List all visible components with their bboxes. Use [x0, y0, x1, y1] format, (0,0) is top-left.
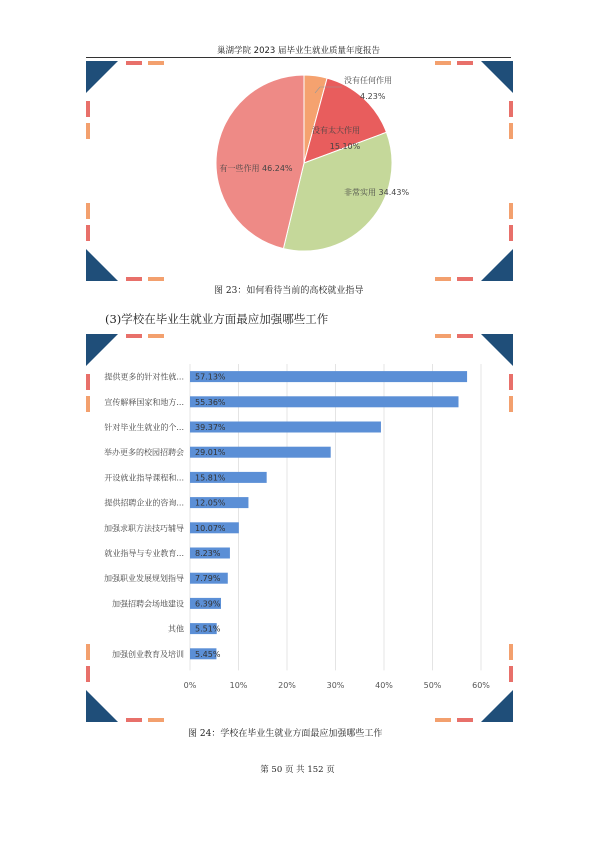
- edge-stripe: [435, 61, 451, 65]
- edge-stripe: [509, 203, 513, 219]
- category-label: 提供招聘企业的咨询...: [104, 498, 184, 508]
- edge-stripe: [148, 718, 164, 722]
- corner-triangle: [481, 249, 513, 281]
- edge-stripe: [509, 123, 513, 139]
- bar-value-label: 39.37%: [195, 423, 226, 432]
- category-label: 就业指导与专业教育...: [104, 549, 184, 558]
- bar: [190, 371, 467, 382]
- bar-value-label: 5.51%: [195, 624, 221, 634]
- section-title: (3)学校在毕业生就业方面最应加强哪些工作: [105, 312, 329, 326]
- edge-stripe: [509, 374, 513, 390]
- pie-chart: [86, 61, 513, 281]
- bar-value-label: 12.05%: [195, 498, 226, 508]
- bar: [190, 396, 458, 407]
- edge-stripe: [86, 225, 90, 241]
- bar-value-label: 5.45%: [195, 649, 221, 659]
- edge-stripe: [126, 61, 142, 65]
- x-tick-label: 20%: [278, 681, 296, 690]
- bar-value-label: 7.79%: [195, 574, 221, 584]
- edge-stripe: [435, 718, 451, 722]
- edge-stripe: [126, 277, 142, 281]
- bar-value-label: 15.81%: [195, 473, 226, 483]
- bar-value-label: 10.07%: [195, 523, 226, 533]
- edge-stripe: [86, 374, 90, 390]
- bar-chart-panel: [86, 334, 513, 722]
- pie-slice-label: 没有太大作用: [312, 126, 360, 135]
- x-tick-label: 40%: [375, 681, 393, 690]
- page-header: 巢湖学院 2023 届毕业生就业质量年度报告: [216, 46, 381, 56]
- edge-stripe: [126, 334, 142, 338]
- edge-stripe: [509, 225, 513, 241]
- header-rule: [86, 57, 511, 58]
- edge-stripe: [86, 644, 90, 660]
- edge-stripe: [148, 61, 164, 65]
- x-tick-label: 0%: [183, 681, 197, 690]
- page-footer: 第 50 页 共 152 页: [260, 765, 335, 775]
- edge-stripe: [86, 123, 90, 139]
- bar-value-label: 6.39%: [195, 599, 221, 609]
- category-label: 加强职业发展规划指导: [104, 574, 184, 584]
- category-label: 加强创业教育及培训: [112, 649, 184, 659]
- corner-triangle: [481, 690, 513, 722]
- edge-stripe: [148, 277, 164, 281]
- bar-value-label: 57.13%: [195, 372, 226, 382]
- edge-stripe: [148, 334, 164, 338]
- edge-stripe: [457, 334, 473, 338]
- edge-stripe: [457, 718, 473, 722]
- edge-stripe: [86, 203, 90, 219]
- corner-triangle: [86, 690, 118, 722]
- edge-stripe: [509, 644, 513, 660]
- category-label: 加强招聘会场地建设: [112, 599, 184, 609]
- x-tick-label: 50%: [423, 681, 442, 690]
- pie-slice-label: 有一些作用 46.24%: [219, 164, 293, 173]
- corner-triangle: [86, 61, 118, 93]
- edge-stripe: [86, 101, 90, 117]
- x-tick-label: 30%: [326, 681, 345, 690]
- category-label: 提供更多的针对性就...: [104, 372, 184, 382]
- corner-triangle: [481, 61, 513, 93]
- category-label: 针对毕业生就业的个...: [104, 423, 184, 432]
- pie-chart-panel: [86, 61, 513, 281]
- category-label: 开设就业指导课程和...: [104, 473, 184, 483]
- edge-stripe: [435, 277, 451, 281]
- edge-stripe: [457, 277, 473, 281]
- corner-triangle: [481, 334, 513, 366]
- pie-slice-label: 没有任何作用: [344, 76, 392, 85]
- edge-stripe: [509, 396, 513, 412]
- edge-stripe: [86, 666, 90, 682]
- category-label: 加强求职方法技巧辅导: [104, 523, 184, 533]
- pie-slice-value: 15.10%: [329, 142, 361, 151]
- edge-stripe: [509, 101, 513, 117]
- category-label: 举办更多的校园招聘会: [104, 448, 184, 458]
- pie-slice-label: 非常实用 34.43%: [344, 188, 410, 197]
- edge-stripe: [86, 396, 90, 412]
- bar-value-label: 8.23%: [195, 549, 221, 558]
- category-label: 宣传解释国家和地方...: [104, 397, 184, 407]
- edge-stripe: [457, 61, 473, 65]
- category-label: 其他: [168, 624, 184, 634]
- pie-slice-value: 4.23%: [360, 92, 386, 101]
- edge-stripe: [435, 334, 451, 338]
- corner-triangle: [86, 249, 118, 281]
- bar-value-label: 55.36%: [195, 397, 226, 407]
- edge-stripe: [509, 666, 513, 682]
- bar-value-label: 29.01%: [195, 448, 226, 458]
- bar-chart: [86, 334, 513, 722]
- x-tick-label: 10%: [229, 681, 248, 690]
- figure-24-caption: 图 24：学校在毕业生就业方面最应加强哪些工作: [188, 729, 383, 739]
- figure-23-caption: 图 23：如何看待当前的高校就业指导: [214, 286, 364, 296]
- edge-stripe: [126, 718, 142, 722]
- corner-triangle: [86, 334, 118, 366]
- x-tick-label: 60%: [472, 681, 490, 690]
